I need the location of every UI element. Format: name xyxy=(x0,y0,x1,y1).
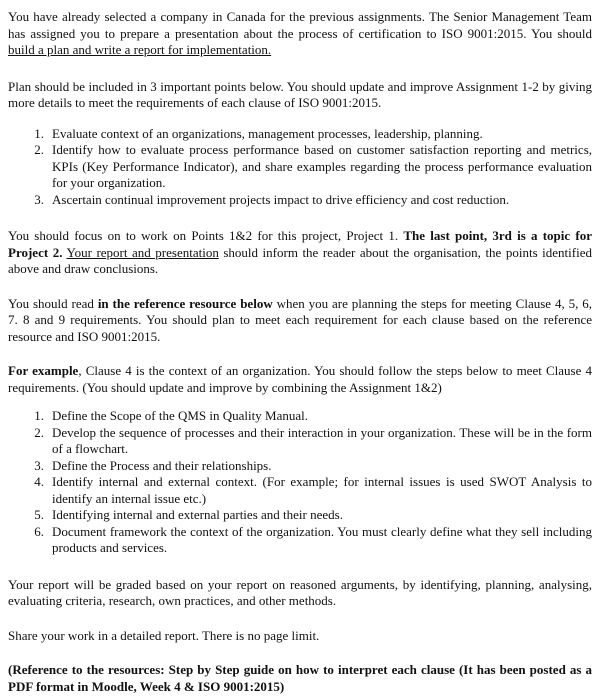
example-text: , Clause 4 is the context of an organization. You should follow the steps below to meet Clause 4 requirements. (You should update and improve by combining the Assignment 1&2) xyxy=(8,363,592,395)
list-item-text: Document framework the context of the organization. You must clearly define what they sell including products and services. xyxy=(52,523,592,555)
grading-text: Your report will be graded based on your report on reasoned arguments, by identifying, planning, analysing, evaluating criteria, research, own practices, and other methods. xyxy=(8,576,592,608)
intro-underlined-text: build a plan and write a report for implementation. xyxy=(8,42,272,57)
focus-paragraph xyxy=(8,228,592,278)
list-item-number: 2. xyxy=(34,142,44,157)
list-item-number: 5. xyxy=(34,507,44,522)
list-item xyxy=(8,126,592,143)
list-item-number: 4. xyxy=(34,474,44,489)
example-bold-text: For example xyxy=(8,363,79,378)
focus-bold-text: The last point, 3rd is a topic for Project 2. xyxy=(8,228,592,260)
list-item-text: Identifying internal and external parties and their needs. xyxy=(52,507,343,522)
list-item-number: 2. xyxy=(34,424,44,440)
reference-paragraph xyxy=(8,296,592,346)
list-item xyxy=(8,192,592,209)
resources-bold-text: (Reference to the resources: Step by Step guide on how to interpret each clause (It has been posted as a PDF format in Moodle, Week 4 & ISO 9001:2015) xyxy=(8,662,592,694)
focus-text: You should focus on to work on Points 1&2 for this project, Project 1. xyxy=(8,228,404,243)
focus-underlined-text: Your report and presentation xyxy=(66,244,219,260)
list-item xyxy=(8,474,592,507)
list-item-text: Develop the sequence of processes and their interaction in your organization. These will be in the form of a flowchart. xyxy=(52,424,592,456)
list-item xyxy=(8,507,592,524)
list-item-text: Identify how to evaluate process performance based on customer satisfaction reporting and metrics, KPIs (Key Performance Indicator), and share examples regarding the process performance evaluation for your organization. xyxy=(52,142,592,190)
list-item xyxy=(8,142,592,192)
reference-text: You should read xyxy=(8,295,98,311)
list-item-number: 1. xyxy=(34,408,44,423)
plan-text: Plan should be included in 3 important points below. You should update and improve Assignment 1-2 by giving more details to meet the requirements of each clause of ISO 9001:2015. xyxy=(8,78,592,110)
focus-text-end: should inform the reader about the organisation, the points identified above and draw conclusions. xyxy=(8,244,592,276)
list-item-text: Define the Process and their relationships. xyxy=(52,457,272,473)
list-item-number: 6. xyxy=(34,523,44,539)
list-item-text: Define the Scope of the QMS in Quality Manual. xyxy=(52,408,308,423)
list-item xyxy=(8,425,592,458)
grading-paragraph xyxy=(8,577,592,610)
list-item-text: Evaluate context of an organizations, management processes, leadership, planning. xyxy=(52,125,483,141)
intro-paragraph xyxy=(8,9,592,59)
plan-paragraph xyxy=(8,79,592,112)
list-item xyxy=(8,408,592,425)
example-paragraph xyxy=(8,363,592,396)
list-item-number: 3. xyxy=(34,191,44,207)
reference-text-end: when you are planning the steps for meeting Clause 4, 5, 6, 7. 8 and 9 requirements. You should plan to meet each requirement for each clause based on the reference resource and ISO 9001:2015. xyxy=(8,295,592,344)
list-item xyxy=(8,524,592,557)
clause4-steps-list xyxy=(8,408,592,557)
list-item xyxy=(8,458,592,475)
share-text: Share your work in a detailed report. There is no page limit. xyxy=(8,627,320,643)
plan-list xyxy=(8,126,592,209)
intro-text: You have already selected a company in Canada for the previous assignments. The Senior Management Team has assigned you to prepare a presentation about the process of certification to ISO 9001:2015. You should xyxy=(8,9,592,41)
list-item-number: 3. xyxy=(34,457,44,473)
reference-bold-text: in the reference resource below xyxy=(97,295,273,311)
list-item-text: Ascertain continual improvement projects impact to drive efficiency and cost reduction. xyxy=(52,191,510,207)
list-item-number: 1. xyxy=(34,125,44,141)
resources-paragraph xyxy=(8,662,592,695)
share-paragraph xyxy=(8,628,592,645)
list-item-text: Identify internal and external context. (For example; for internal issues is used SWOT Analysis to identify an internal issue etc.) xyxy=(52,474,592,506)
